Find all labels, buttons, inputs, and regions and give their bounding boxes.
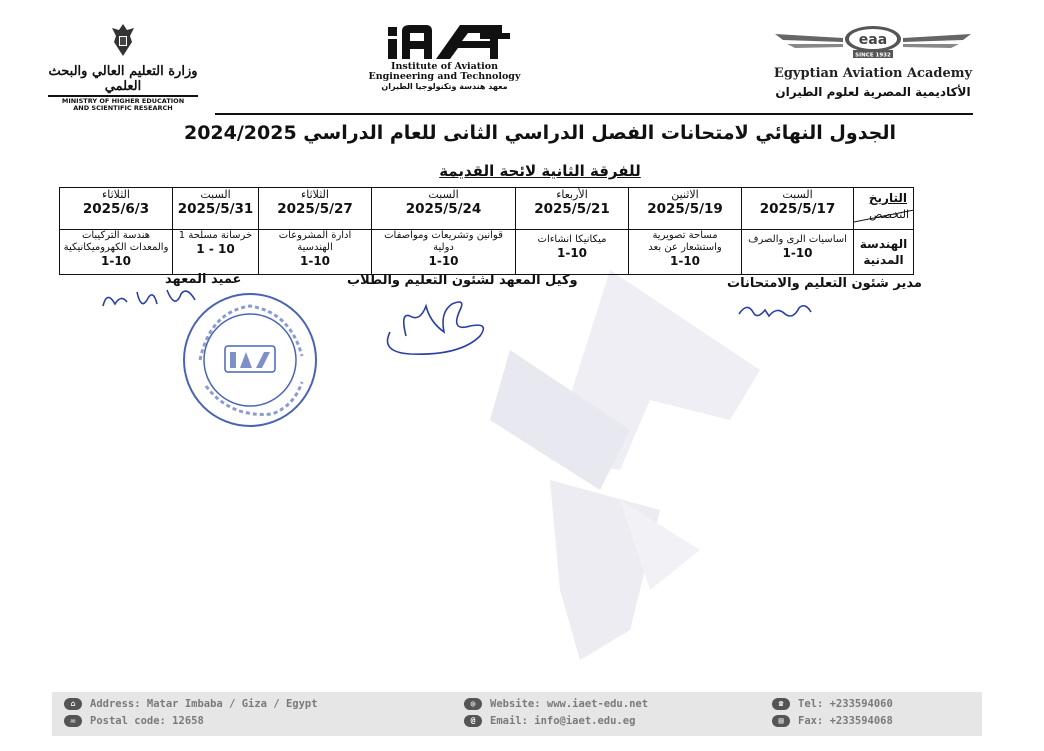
footer-website: ◎ Website: www.iaet-edu.net <box>464 698 648 710</box>
location-icon: ⌂ <box>64 698 82 710</box>
iaet-name-en-1: Institute of Aviation <box>391 61 498 72</box>
dean-label: عميد المعهد <box>165 272 242 287</box>
eaa-name-ar: الأكاديمية المصرية لعلوم الطيران <box>775 85 971 99</box>
vice-dean-signature <box>370 292 500 362</box>
footer-fax: ▤ Fax: +233594068 <box>772 715 893 727</box>
corner-date-label: التاريخ <box>868 191 907 205</box>
date-header-cell: الثلاثاء 2025/6/3 <box>60 188 173 230</box>
fax-icon: ▤ <box>772 715 790 727</box>
iaet-name-en-2: Engineering and Technology <box>368 71 521 82</box>
page-subtitle: للفرقة الثانية لائحة القديمة <box>439 162 641 180</box>
page-title: الجدول النهائي لامتحانات الفصل الدراسي الثانى للعام الدراسي 2024/2025 <box>183 122 897 144</box>
eaa-name-en: Egyptian Aviation Academy <box>773 66 973 81</box>
course-cell: خرسانة مسلحة 1 1 - 10 <box>173 230 259 275</box>
vice-dean-label: وكيل المعهد لشئون التعليم والطلاب <box>347 273 578 288</box>
footer-postal: ✉ Postal code: 12658 <box>64 715 204 727</box>
course-cell: هندسة التركيبات والمعدات الكهروميكانيكية 1-10 <box>60 230 173 275</box>
specialization-cell: الهندسة المدنية <box>854 230 914 275</box>
footer-address: ⌂ Address: Matar Imbaba / Giza / Egypt <box>64 698 318 710</box>
eaa-wings-icon <box>773 24 973 60</box>
footer-email: @ Email: info@iaet.edu.eg <box>464 715 635 727</box>
exam-schedule-table <box>59 187 914 275</box>
iaet-name-ar: معهد هندسة وتكنولوجيا الطيران <box>381 82 508 91</box>
footer-tel: ☎ Tel: +233594060 <box>772 698 893 710</box>
date-header-cell: الثلاثاء 2025/5/27 <box>259 188 372 230</box>
email-icon: @ <box>464 715 482 727</box>
course-cell: مساحة تصويرية واستشعار عن بعد 1-10 <box>629 230 742 275</box>
phone-icon: ☎ <box>772 698 790 710</box>
ministry-name-en-1: MINISTRY OF HIGHER EDUCATION <box>61 97 185 105</box>
course-cell: اساسيات الرى والصرف 1-10 <box>742 230 854 275</box>
date-header-cell: الاثنين 2025/5/19 <box>629 188 742 230</box>
ministry-logo <box>48 22 198 112</box>
date-header-row <box>60 188 914 230</box>
exams-director-signature <box>735 296 815 326</box>
eaa-since-text: SINCE 1932 <box>855 52 891 59</box>
iaet-mark-icon <box>352 20 537 62</box>
course-cell: ميكانيكا انشاءات 1-10 <box>516 230 629 275</box>
eaa-logo-text: eaa <box>858 32 888 48</box>
institute-stamp-icon <box>180 290 320 430</box>
date-header-cell: السبت 2025/5/17 <box>742 188 854 230</box>
footer-bar <box>52 692 982 736</box>
globe-icon: ◎ <box>464 698 482 710</box>
course-cell: قوانين وتشريعات ومواصفات دولية 1-10 <box>372 230 516 275</box>
eagle-emblem-icon <box>108 22 138 58</box>
date-header-cell: الأربعاء 2025/5/21 <box>516 188 629 230</box>
ministry-name-ar: وزارة التعليم العالي والبحث العلمي <box>48 64 198 94</box>
table-row <box>60 230 914 275</box>
ministry-name-en-2: AND SCIENTIFIC RESEARCH <box>73 104 173 112</box>
exams-director-label: مدير شئون التعليم والامتحانات <box>727 276 922 291</box>
date-header-cell: السبت 2025/5/31 <box>173 188 259 230</box>
corner-spec-label: التخصص <box>869 208 909 221</box>
corner-header-cell <box>854 188 914 230</box>
iaet-logo <box>352 20 537 92</box>
header-divider <box>215 113 973 115</box>
course-cell: ادارة المشروعات الهندسية 1-10 <box>259 230 372 275</box>
date-header-cell: السبت 2025/5/24 <box>372 188 516 230</box>
eaa-logo <box>768 24 978 99</box>
mail-icon: ✉ <box>64 715 82 727</box>
